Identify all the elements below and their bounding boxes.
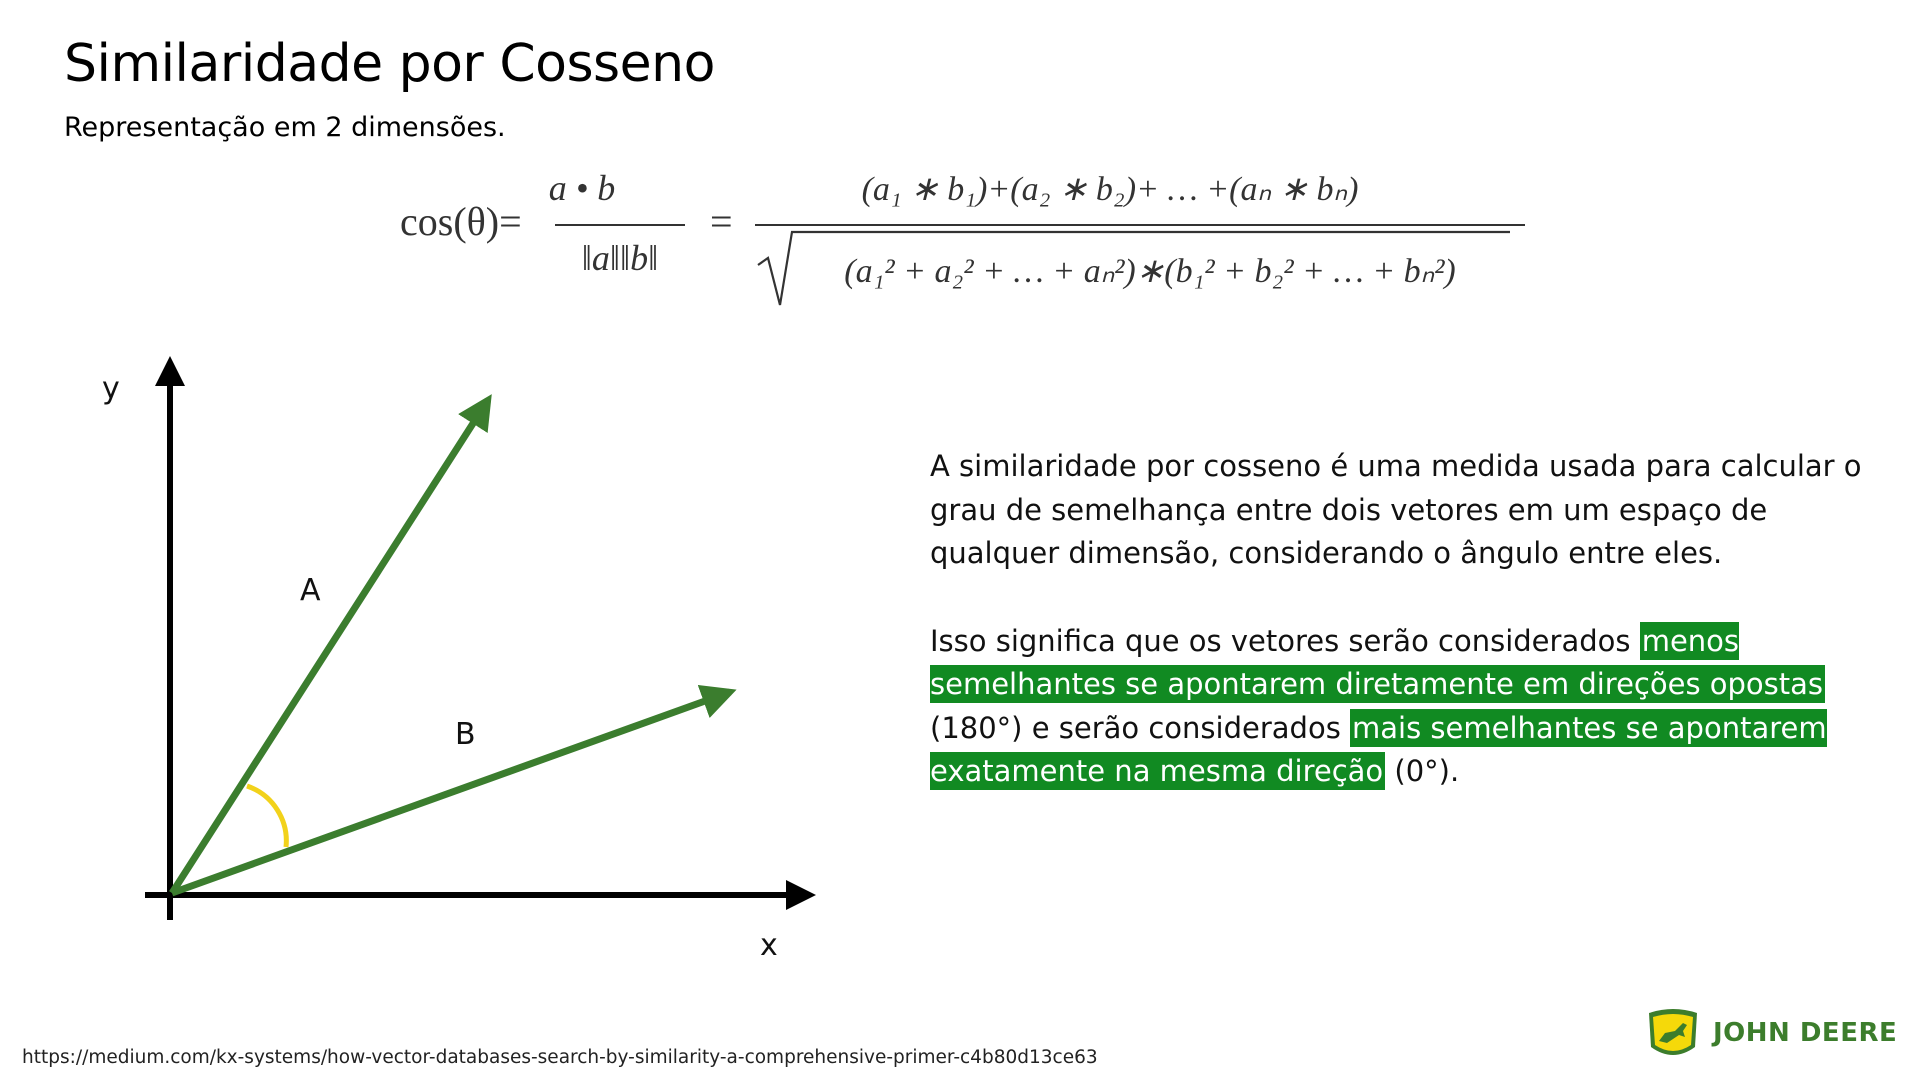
- deer-icon: [1645, 1007, 1701, 1059]
- formula-lhs: cos(θ)=: [400, 199, 522, 244]
- formula-denominator-right: (a₁² + a₂² + … + aₙ²)∗(b₁² + b₂² + … + bₙ²): [844, 253, 1456, 290]
- john-deere-logo: [1645, 1005, 1905, 1061]
- p2-text-2: (180°) e serão considerados: [930, 710, 1351, 745]
- cosine-formula: [380, 170, 1540, 330]
- paragraph-interpretation: [930, 620, 1890, 794]
- highlight-more-similar: mais semelhantes se apontarem exatamente na mesma direção: [930, 710, 1827, 788]
- angle-arc: [247, 786, 286, 847]
- logo-wordmark: JOHN DEERE: [1713, 1018, 1898, 1048]
- p2-text-3: (0°).: [1385, 754, 1460, 788]
- explanation-text: [930, 445, 1890, 838]
- y-axis-label: y: [102, 371, 120, 406]
- slide-title: Similaridade por Cosseno: [64, 34, 715, 94]
- vector-b-label: B: [455, 717, 476, 752]
- x-axis-label: x: [760, 928, 778, 963]
- paragraph-definition: A similaridade por cosseno é uma medida usada para calcular o grau de semelhança entre dois vetores em um espaço de qualquer dimensão, considerando o ângulo entre eles.: [930, 449, 1862, 570]
- formula-numerator-left: a • b: [548, 170, 616, 208]
- vector-a-label: A: [300, 573, 321, 608]
- formula-denominator-left: ‖a‖‖b‖: [581, 238, 659, 278]
- p2-text-1: Isso significa que os vetores serão considerados: [930, 623, 1640, 658]
- slide-subtitle: Representação em 2 dimensões.: [64, 112, 506, 143]
- vector-diagram: [90, 350, 850, 970]
- vector-a: [172, 400, 488, 893]
- source-link[interactable]: https://medium.com/kx-systems/how-vector-databases-search-by-similarity-a-comprehensive-primer-c4b80d13ce63: [22, 1047, 1098, 1068]
- formula-numerator-right: (a₁ ∗ b₁)+(a₂ ∗ b₂)+ … +(aₙ ∗ bₙ): [861, 171, 1359, 208]
- highlight-less-similar: menos semelhantes se apontarem diretamente em direções opostas: [930, 623, 1824, 701]
- formula-equals: =: [710, 199, 733, 244]
